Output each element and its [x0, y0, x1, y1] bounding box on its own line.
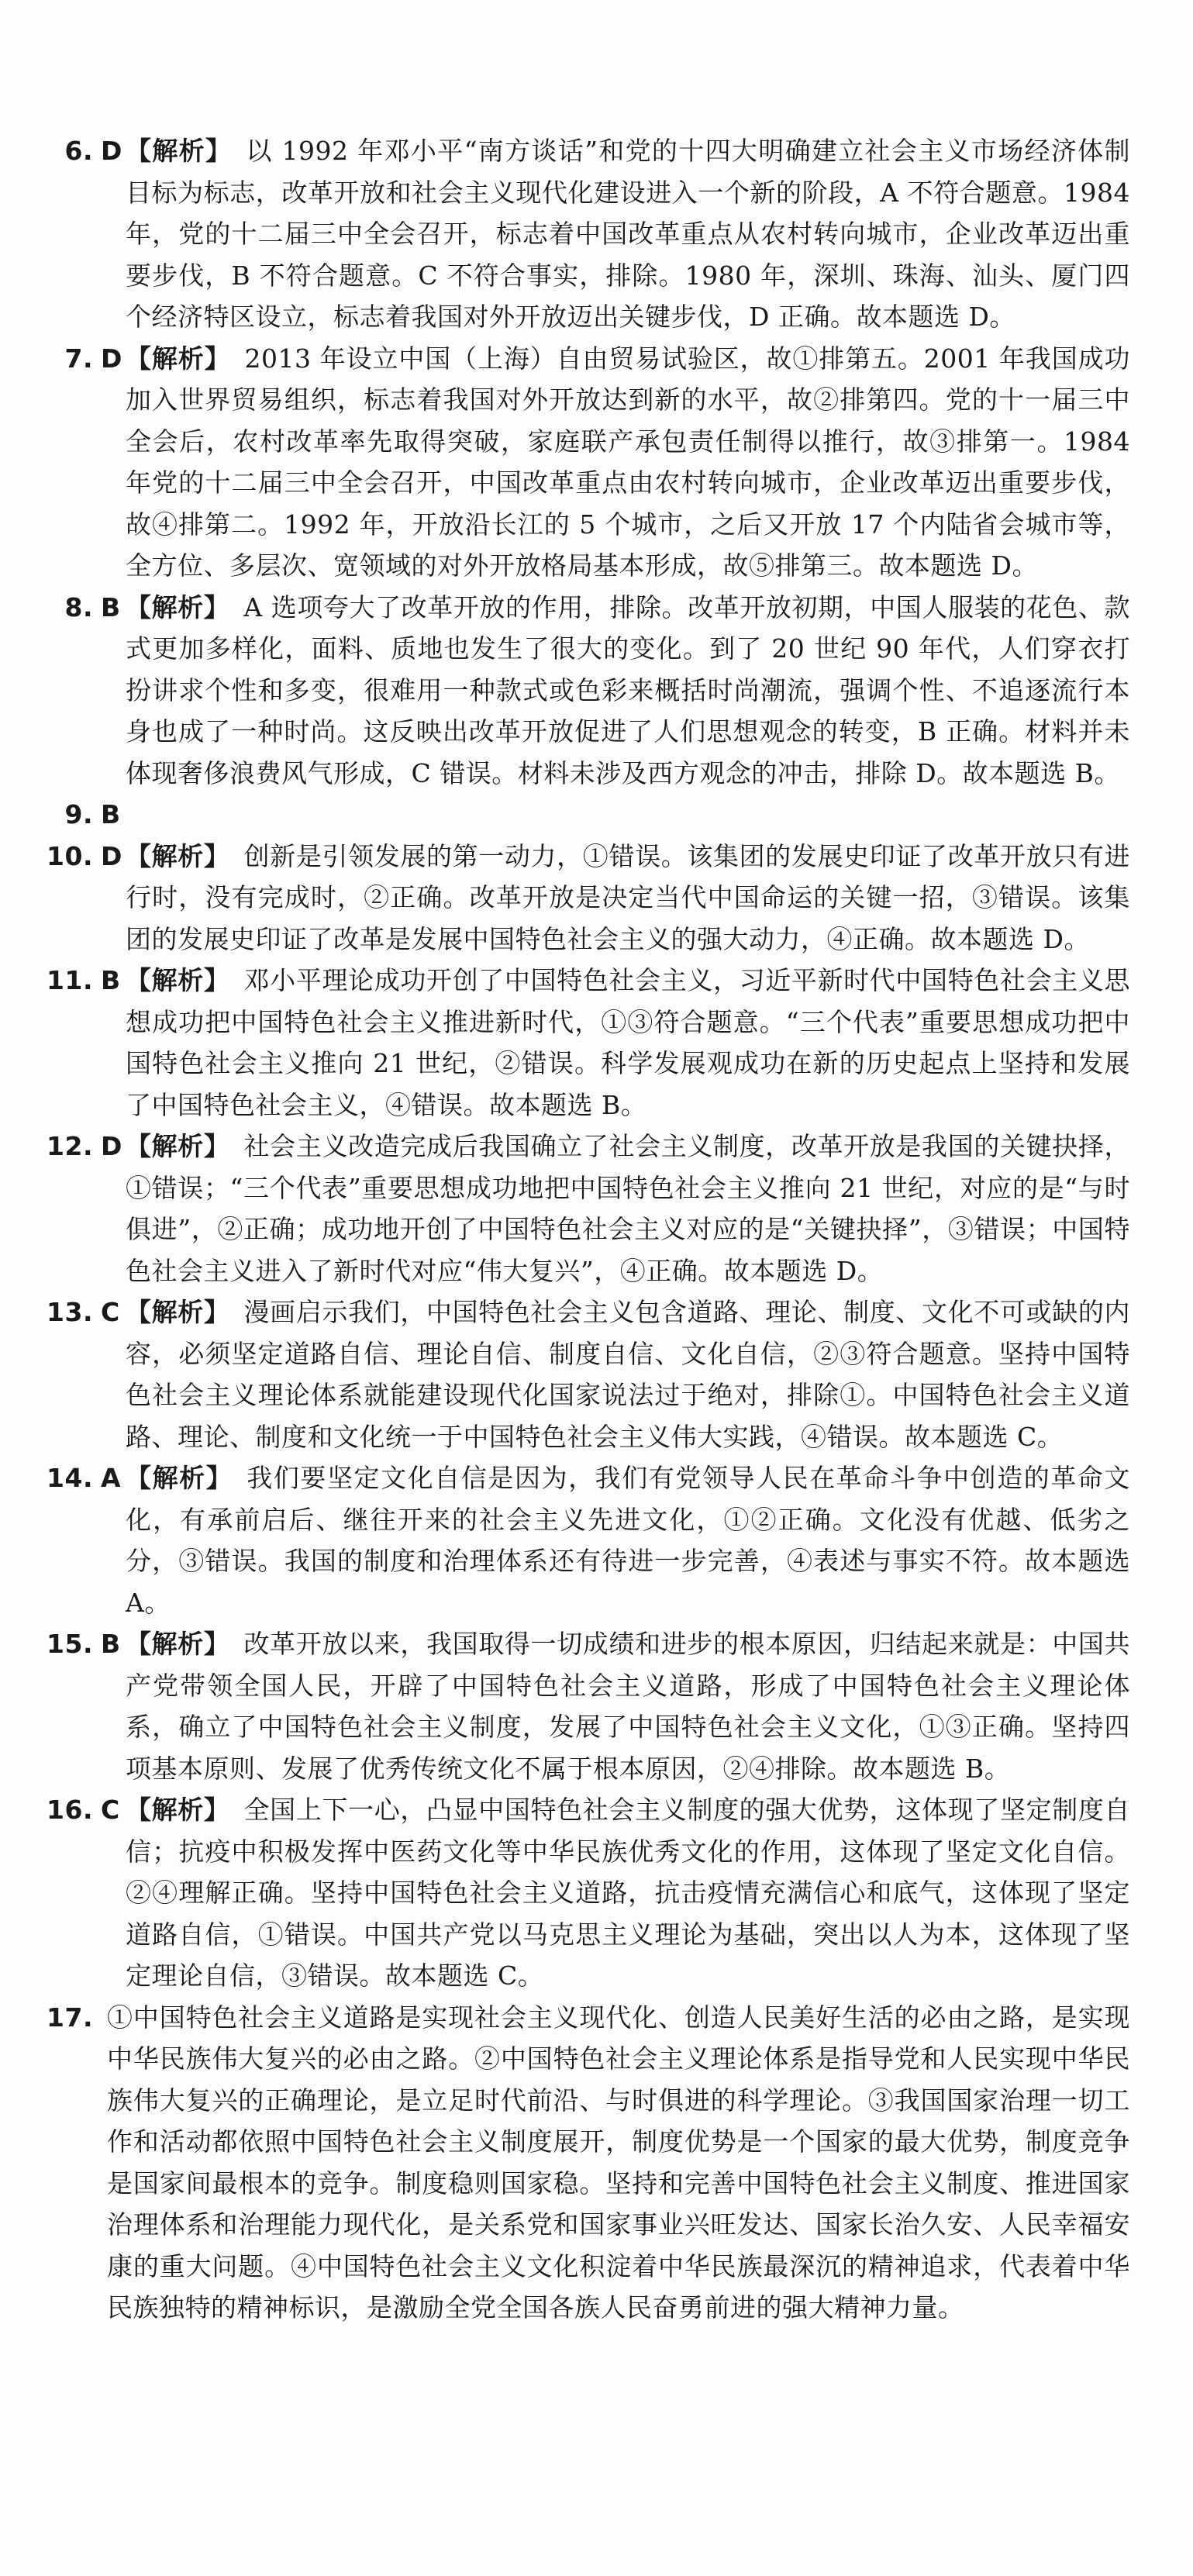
question-number: 11. — [47, 965, 93, 995]
question-number: 10. — [47, 840, 93, 871]
answer-item-10 — [45, 836, 1130, 960]
answer-item-9 — [45, 794, 1130, 836]
answer-item-11 — [45, 960, 1130, 1126]
answer-item-8 — [45, 587, 1130, 795]
analysis-text: 创新是引领发展的第一动力，①错误。该集团的发展史印证了改革开放只有进行时，没有完成时，②正确。改革开放是决定当代中国命运的关键一招，③错误。该集团的发展史印证了改革是发展中国特色社会主义的强大动力，④正确。故本题选 D。 — [126, 840, 1131, 954]
question-number: 9. — [64, 799, 93, 829]
answer-item-16 — [45, 1789, 1130, 1997]
answer-item-17 — [45, 1997, 1130, 2329]
answer-item-7 — [45, 338, 1130, 587]
analysis-text — [126, 799, 134, 829]
analysis-tag: 【解析】 — [126, 1629, 230, 1659]
question-number: 7. — [64, 343, 93, 374]
answer-choice: B — [101, 1629, 121, 1659]
analysis-text: 全国上下一心，凸显中国特色社会主义制度的强大优势，这体现了坚定制度自信；抗疫中积极发挥中医药文化等中华民族优秀文化的作用，这体现了坚定文化自信。②④理解正确。坚持中国特色社会主义道路，抗击疫情充满信心和底气，这体现了坚定道路自信，①错误。中国共产党以马克思主义理论为基础，突出以人为本，这体现了坚定理论自信，③错误。故本题选 C。 — [126, 1795, 1131, 1991]
analysis-tag: 【解析】 — [126, 1463, 233, 1493]
analysis-text: 漫画启示我们，中国特色社会主义包含道路、理论、制度、文化不可或缺的内容，必须坚定道路自信、理论自信、制度自信、文化自信，②③符合题意。坚持中国特色社会主义理论体系就能建设现代化国家说法过于绝对，排除①。中国特色社会主义道路、理论、制度和文化统一于中国特色社会主义伟大实践，④错误。故本题选 C。 — [126, 1297, 1131, 1452]
analysis-tag: 【解析】 — [126, 591, 230, 622]
analysis-text: 改革开放以来，我国取得一切成绩和进步的根本原因，归结起来就是：中国共产党带领全国人民，开辟了中国特色社会主义道路，形成了中国特色社会主义理论体系，确立了中国特色社会主义制度，发展了中国特色社会主义文化，①③正确。坚持四项基本原则、发展了优秀传统文化不属于根本原因，②④排除。故本题选 B。 — [126, 1629, 1131, 1784]
analysis-tag: 【解析】 — [126, 840, 230, 871]
analysis-text: 邓小平理论成功开创了中国特色社会主义，习近平新时代中国特色社会主义思想成功把中国特色社会主义推进新时代，①③符合题意。“三个代表”重要思想成功把中国特色社会主义推向 21 世纪，②错误。科学发展观成功在新的历史起点上坚持和发展了中国特色社会主义，④错误。故本题选 B。 — [126, 965, 1131, 1120]
answer-choice: D — [101, 343, 122, 374]
question-number: 12. — [47, 1131, 93, 1161]
analysis-tag: 【解析】 — [126, 1131, 230, 1161]
answer-choice: A — [101, 1463, 122, 1493]
analysis-text: 以 1992 年邓小平“南方谈话”和党的十四大明确建立社会主义市场经济体制目标为标志，改革开放和社会主义现代化建设进入一个新的阶段，A 不符合题意。1984 年，党的十二届三中全会召开，标志着中国改革重点从农村转向城市，企业改革迈出重要步伐，B 不符合题意。C 不符合事实，排除。1980 年，深圳、珠海、汕头、厦门四个经济特区设立，标志着我国对外开放迈出关键步伐，D 正确。故本题选 D。 — [126, 136, 1131, 332]
question-number: 13. — [47, 1297, 93, 1327]
question-number: 14. — [47, 1463, 93, 1493]
answer-choice: D — [101, 840, 122, 871]
analysis-text: A 选项夸大了改革开放的作用，排除。改革开放初期，中国人服装的花色、款式更加多样化，面料、质地也发生了很大的变化。到了 20 世纪 90 年代，人们穿衣打扮讲求个性和多变，很难用一种款式或色彩来概括时尚潮流，强调个性、不追逐流行本身也成了一种时尚。这反映出改革开放促进了人们思想观念的转变，B 正确。材料并未体现奢侈浪费风气形成，C 错误。材料未涉及西方观念的冲击，排除 D。故本题选 B。 — [126, 591, 1130, 788]
answer-choice: D — [101, 136, 122, 166]
question-number: 8. — [64, 591, 93, 622]
analysis-text: 社会主义改造完成后我国确立了社会主义制度，改革开放是我国的关键抉择，①错误；“三个代表”重要思想成功地把中国特色社会主义推向 21 世纪，对应的是“与时俱进”，②正确；成功地开创了中国特色社会主义对应的是“关键抉择”，③错误；中国特色社会主义进入了新时代对应“伟大复兴”，④正确。故本题选 D。 — [126, 1131, 1131, 1286]
analysis-tag: 【解析】 — [126, 1795, 230, 1825]
answer-item-14 — [45, 1457, 1130, 1623]
analysis-text: 我们要坚定文化自信是因为，我们有党领导人民在革命斗争中创造的革命文化，有承前启后、继往开来的社会主义先进文化，①②正确。文化没有优越、低劣之分，③错误。我国的制度和治理体系还有待进一步完善，④表述与事实不符。故本题选 A。 — [126, 1463, 1131, 1618]
answer-choice: B — [101, 799, 121, 829]
question-number: 17. — [47, 2002, 93, 2033]
answer-item-12 — [45, 1126, 1130, 1291]
question-number: 16. — [47, 1795, 93, 1825]
answer-item-15 — [45, 1623, 1130, 1789]
question-number: 6. — [64, 136, 93, 166]
question-number: 15. — [47, 1629, 93, 1659]
answer-choice: C — [101, 1795, 120, 1825]
analysis-tag: 【解析】 — [126, 136, 233, 166]
analysis-tag: 【解析】 — [126, 965, 230, 995]
analysis-text: 2013 年设立中国（上海）自由贸易试验区，故①排第五。2001 年我国成功加入世界贸易组织，标志着我国对外开放达到新的水平，故②排第四。党的十一届三中全会后，农村改革率先取得突破，家庭联产承包责任制得以推行，故③排第一。1984 年党的十二届三中全会召开，中国改革重点由农村转向城市，企业改革迈出重要步伐，故④排第二。1992 年，开放沿长江的 5 个城市，之后又开放 17 个内陆省会城市等，全方位、多层次、宽领域的对外开放格局基本形成，故⑤排第三。故本题选 D。 — [126, 343, 1130, 581]
answer-list — [45, 130, 1130, 2329]
answer-item-6 — [45, 130, 1130, 338]
answer-choice: B — [101, 591, 121, 622]
analysis-tag: 【解析】 — [126, 343, 231, 374]
answer-choice: C — [101, 1297, 120, 1327]
analysis-text: ①中国特色社会主义道路是实现社会主义现代化、创造人民美好生活的必由之路，是实现中华民族伟大复兴的必由之路。②中国特色社会主义理论体系是指导党和人民实现中华民族伟大复兴的正确理论，是立足时代前沿、与时俱进的科学理论。③我国国家治理一切工作和活动都依照中国特色社会主义制度展开，制度优势是一个国家的最大优势，制度竞争是国家间最根本的竞争。制度稳则国家稳。坚持和完善中国特色社会主义制度、推进国家治理体系和治理能力现代化，是关系党和国家事业兴旺发达、国家长治久安、人民幸福安康的重大问题。④中国特色社会主义文化积淀着中华民族最深沉的精神追求，代表着中华民族独特的精神标识，是激励全党全国各族人民奋勇前进的强大精神力量。 — [107, 2002, 1130, 2323]
answer-choice: B — [101, 965, 121, 995]
analysis-tag: 【解析】 — [126, 1297, 230, 1327]
answer-item-13 — [45, 1291, 1130, 1457]
answer-choice: D — [101, 1131, 122, 1161]
